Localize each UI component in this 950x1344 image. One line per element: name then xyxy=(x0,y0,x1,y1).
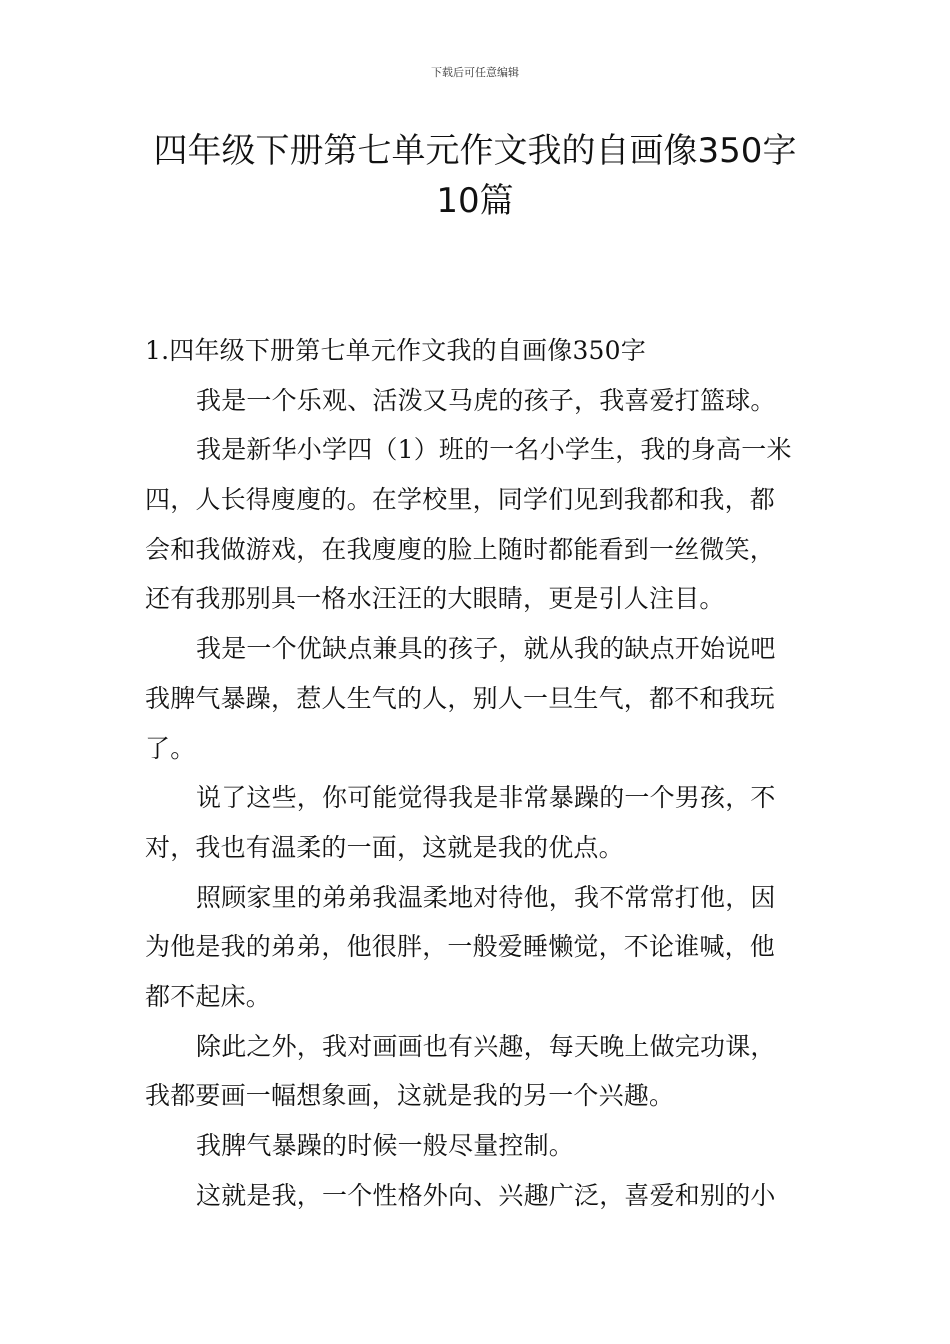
text-line: 了。 xyxy=(145,733,196,763)
text-line: 我都要画一幅想象画，这就是我的另一个兴趣。 xyxy=(145,1081,675,1111)
text-line: 对，我也有温柔的一面，这就是我的优点。 xyxy=(145,832,624,862)
text-line: 这就是我，一个性格外向、兴趣广泛，喜爱和别的小 xyxy=(196,1180,776,1210)
text-line: 我脾气暴躁的时候一般尽量控制。 xyxy=(196,1131,575,1160)
text-line: 说了这些，你可能觉得我是非常暴躁的一个男孩，不 xyxy=(196,783,776,813)
text-line: 四，人长得廋廋的。在学校里，同学们见到我都和我，都 xyxy=(145,485,776,515)
document-body xyxy=(145,326,809,1220)
header-note: 下载后可任意编辑 xyxy=(431,66,519,79)
text-line: 我是一个乐观、活泼又马虎的孩子，我喜爱打篮球。 xyxy=(196,385,776,415)
text-line: 我脾气暴躁，惹人生气的人，别人一旦生气，都不和我玩 xyxy=(145,683,776,713)
document-title: 四年级下册第七单元作文我的自画像350字10篇 xyxy=(153,131,797,221)
text-line: 会和我做游戏，在我廋廋的脸上随时都能看到一丝微笑， xyxy=(145,534,776,564)
text-line: 照顾家里的弟弟我温柔地对待他，我不常常打他，因 xyxy=(196,882,776,912)
text-line: 1.四年级下册第七单元作文我的自画像350字 xyxy=(145,336,646,365)
text-line: 我是一个优缺点兼具的孩子，就从我的缺点开始说吧 xyxy=(196,634,776,664)
text-line: 我是新华小学四（1）班的一名小学生，我的身高一米 xyxy=(196,435,792,465)
text-line: 都不起床。 xyxy=(145,981,272,1011)
text-line: 除此之外，我对画画也有兴趣，每天晚上做完功课， xyxy=(196,1031,776,1061)
text-line: 为他是我的弟弟，他很胖，一般爱睡懒觉，不论谁喊，他 xyxy=(145,932,776,962)
text-line: 还有我那别具一格水汪汪的大眼睛，更是引人注目。 xyxy=(145,584,725,614)
